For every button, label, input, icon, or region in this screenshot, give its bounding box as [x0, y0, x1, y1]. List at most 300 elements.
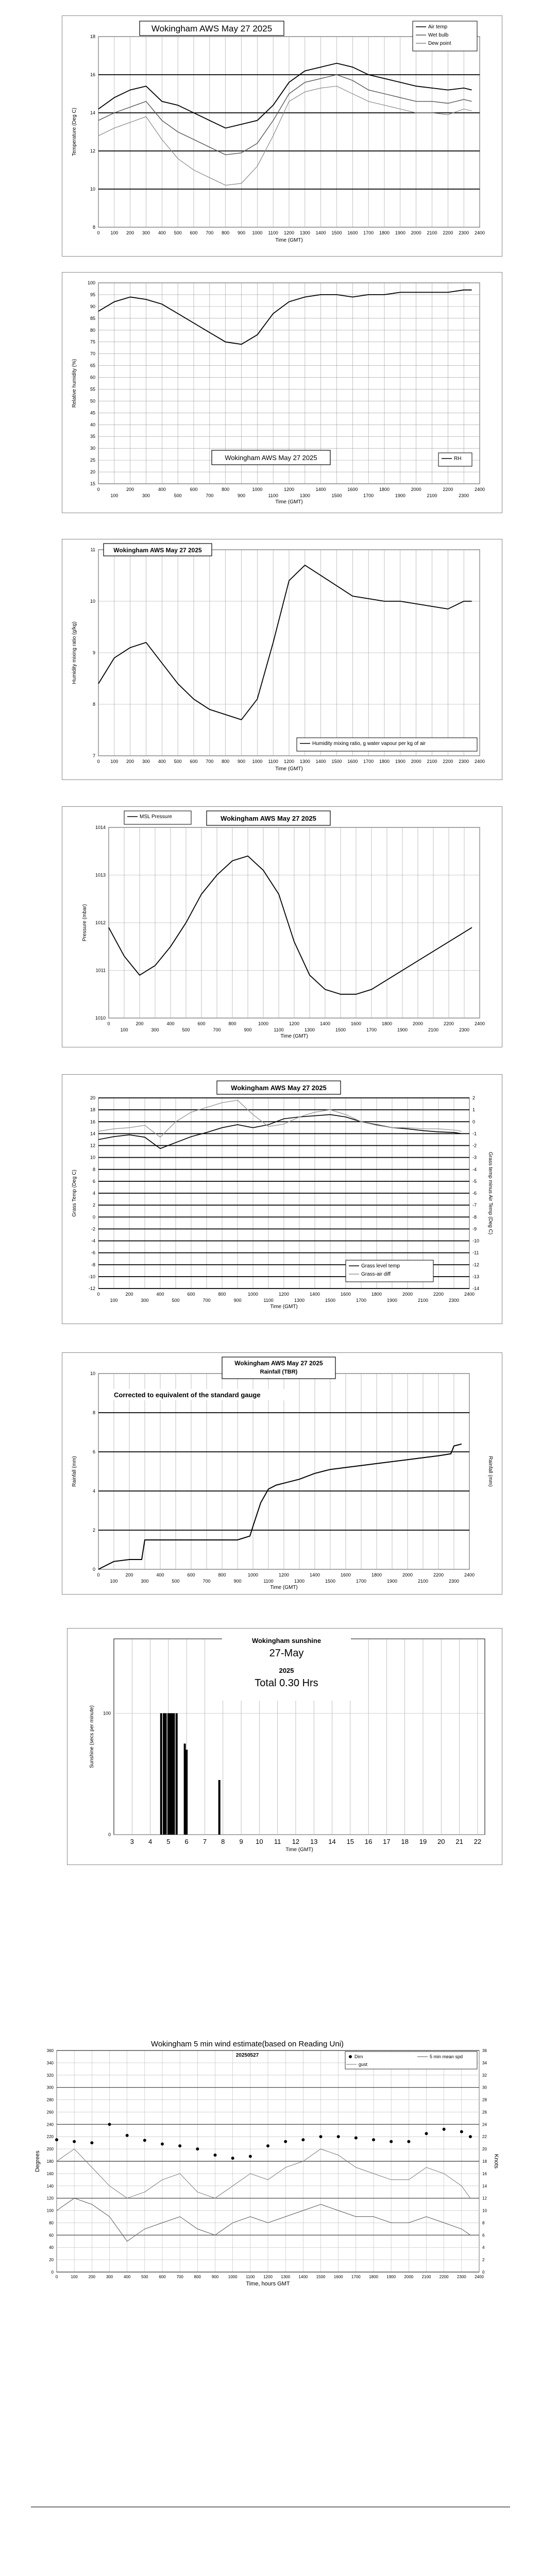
y-tick-label: 300 [46, 2085, 54, 2090]
x-tick-label: 500 [141, 2275, 148, 2279]
y-tick-label: 14 [90, 1131, 95, 1137]
y-tick-label: 25 [90, 457, 95, 463]
x-tick-label: 2100 [427, 230, 437, 235]
x-tick-label: 900 [237, 230, 246, 235]
y2-tick-label: 4 [482, 2245, 485, 2250]
temperature-chart [62, 16, 502, 256]
x-tick-label: 900 [211, 2275, 219, 2279]
chart-title: Wokingham 5 min wind estimate(based on Reading Uni) [150, 2040, 344, 2048]
x-tick-label: 200 [136, 1021, 144, 1026]
x-tick-label: 2000 [411, 230, 421, 235]
x-tick-label: 1400 [298, 2275, 308, 2279]
y-tick-label: 6 [92, 1178, 95, 1184]
x-tick-label: 500 [172, 1298, 180, 1303]
sunshine-bar [169, 1713, 171, 1835]
y2-tick-label: -11 [472, 1250, 479, 1256]
y-tick-label: 9 [92, 650, 95, 655]
x-tick-label: 1100 [263, 1298, 274, 1303]
y-tick-label: 1013 [95, 872, 106, 878]
x-tick-label: 1000 [228, 2275, 238, 2279]
x-tick-label: 1200 [278, 1572, 290, 1578]
x-tick-label: 1800 [369, 2275, 378, 2279]
x-tick-label: 700 [202, 1579, 211, 1584]
x-tick-label: 11 [274, 1838, 281, 1845]
x-tick-label: 18 [401, 1838, 409, 1845]
x-tick-label: 6 [184, 1838, 189, 1845]
sunshine-bar [160, 1713, 162, 1835]
x-tick-label: 2000 [412, 1021, 424, 1026]
x-tick-label: 800 [222, 759, 230, 764]
x-tick-label: 1600 [333, 2275, 343, 2279]
y-tick-label: 7 [92, 753, 95, 758]
y-tick-label: 8 [92, 1410, 95, 1415]
x-tick-label: 1200 [283, 487, 295, 492]
sunshine-bar [176, 1713, 178, 1835]
temperature-chart-panel [62, 15, 502, 257]
y-tick-label: 30 [90, 446, 95, 451]
x-tick-label: 2000 [402, 1572, 413, 1578]
x-tick-label: 5 [166, 1838, 171, 1845]
x-tick-label: 1900 [386, 1298, 398, 1303]
data-point-direction [460, 2130, 463, 2133]
data-point-direction [390, 2140, 393, 2143]
x-tick-label: 2200 [443, 759, 453, 764]
x-tick-label: 400 [158, 487, 166, 492]
data-point-direction [143, 2139, 146, 2142]
y2-tick-label: -14 [472, 1286, 480, 1291]
y-tick-label: 18 [90, 1107, 95, 1113]
x-tick-label: 800 [222, 230, 230, 235]
legend-entry: Wet bulb [428, 32, 449, 38]
y2-tick-label: -5 [472, 1178, 477, 1184]
x-tick-label: 1200 [289, 1021, 300, 1026]
x-tick-label: 1700 [356, 1579, 367, 1584]
x-tick-label: 100 [71, 2275, 78, 2279]
pressure-chart-panel [62, 806, 502, 1047]
y2-tick-label: 32 [482, 2073, 487, 2078]
y2-tick-label: 24 [482, 2122, 487, 2127]
data-point-direction [231, 2157, 234, 2160]
x-tick-label: 1400 [309, 1292, 320, 1297]
x-axis-label: Time (GMT) [275, 238, 303, 243]
x-tick-label: 1200 [278, 1292, 290, 1297]
legend-entry: Grass-air diff [361, 1272, 391, 1277]
data-point-direction [126, 2134, 129, 2137]
y-tick-label: 200 [46, 2147, 54, 2152]
y-axis-label: Humidity mixing ratio (g/kg) [72, 621, 77, 684]
chart-title: Wokingham AWS May 27 2025 [151, 24, 273, 33]
y-tick-label: 16 [90, 72, 95, 77]
y-tick-label: -12 [88, 1286, 95, 1291]
x-tick-label: 2400 [464, 1572, 475, 1578]
y-tick-label: 45 [90, 410, 95, 416]
y2-tick-label: -8 [472, 1214, 477, 1220]
x-tick-label: 1200 [283, 230, 295, 235]
y2-tick-label: -6 [472, 1191, 477, 1196]
y-tick-label: -10 [88, 1274, 95, 1279]
x-tick-label: 800 [228, 1021, 236, 1026]
y-axis-label: Degrees [35, 2150, 41, 2172]
x-tick-label: 200 [125, 1572, 133, 1578]
x-tick-label: 2200 [433, 1292, 444, 1297]
x-tick-label: 800 [194, 2275, 201, 2279]
y-tick-label: 0 [108, 1832, 111, 1837]
y-tick-label: 11 [90, 547, 95, 552]
y-tick-label: 10 [90, 1371, 95, 1376]
y-tick-label: 10 [90, 187, 95, 192]
y2-tick-label: -9 [472, 1226, 477, 1232]
x-tick-label: 1800 [381, 1021, 393, 1026]
chart-date: 27-May [269, 1648, 304, 1659]
x-tick-label: 1000 [252, 487, 263, 492]
x-tick-label: 1100 [268, 493, 278, 498]
x-tick-label: 400 [156, 1572, 164, 1578]
x-tick-label: 2200 [439, 2275, 449, 2279]
y-tick-label: 1010 [95, 1015, 106, 1021]
chart-subtitle: Rainfall (TBR) [260, 1369, 298, 1375]
y2-tick-label: -1 [472, 1131, 477, 1137]
x-tick-label: 1500 [331, 759, 342, 764]
x-tick-label: 0 [97, 1572, 100, 1578]
x-tick-label: 17 [383, 1838, 391, 1845]
x-axis-label: Time (GMT) [270, 1304, 298, 1310]
y-tick-label: 70 [90, 351, 95, 357]
x-tick-label: 1500 [335, 1027, 346, 1032]
x-tick-label: 1000 [247, 1292, 259, 1297]
x-tick-label: 500 [174, 230, 182, 235]
x-axis-label: Time (GMT) [270, 1585, 298, 1590]
x-tick-label: 1600 [347, 230, 358, 235]
x-tick-label: 22 [474, 1838, 482, 1845]
x-tick-label: 1400 [315, 759, 326, 764]
x-tick-label: 1000 [247, 1572, 259, 1578]
y-axis-label: Sunshine (secs per minute) [89, 1705, 95, 1768]
x-tick-label: 2200 [443, 1021, 454, 1026]
x-tick-label: 0 [55, 2275, 58, 2279]
data-point-direction [266, 2144, 269, 2147]
x-tick-label: 900 [237, 759, 246, 764]
pressure-chart [62, 807, 502, 1047]
y-tick-label: 280 [46, 2097, 54, 2103]
wind-chart-panel [31, 2035, 510, 2300]
legend-entry: gust [359, 2062, 368, 2067]
y2-tick-label: 2 [482, 2258, 485, 2263]
x-tick-label: 700 [206, 759, 214, 764]
chart-subtitle: 20250527 [235, 2053, 259, 2058]
legend-swatch [349, 2055, 352, 2058]
legend-entry: Humidity mixing ratio, g water vapour per kg of air [312, 741, 426, 747]
data-point-direction [372, 2138, 375, 2141]
data-point-direction [337, 2135, 340, 2138]
x-tick-label: 1500 [331, 230, 342, 235]
y-tick-label: 85 [90, 315, 95, 321]
x-tick-label: 1600 [347, 487, 358, 492]
sunshine-chart-panel [67, 1628, 502, 1865]
y-tick-label: 1012 [95, 920, 106, 925]
x-tick-label: 19 [419, 1838, 427, 1845]
x-tick-label: 2300 [459, 1027, 470, 1032]
y-tick-label: 40 [90, 422, 95, 428]
x-tick-label: 500 [172, 1579, 180, 1584]
x-tick-label: 1900 [395, 759, 405, 764]
x-tick-label: 600 [187, 1292, 195, 1297]
x-tick-label: 2400 [464, 1292, 475, 1297]
y-tick-label: 15 [90, 481, 95, 486]
y-tick-label: 220 [46, 2134, 54, 2140]
y-tick-label: 0 [92, 1214, 95, 1220]
y2-tick-label: -12 [472, 1262, 480, 1267]
data-point-direction [443, 2128, 446, 2131]
x-tick-label: 1700 [363, 493, 374, 498]
x-tick-label: 21 [455, 1838, 463, 1845]
x-tick-label: 600 [187, 1572, 195, 1578]
x-tick-label: 900 [244, 1027, 252, 1032]
x-tick-label: 1500 [325, 1298, 336, 1303]
x-tick-label: 3 [130, 1838, 134, 1845]
x-tick-label: 100 [110, 1579, 118, 1584]
y-tick-label: 80 [49, 2221, 54, 2226]
data-point-direction [319, 2135, 323, 2138]
legend-entry: Dew point [428, 41, 451, 46]
x-tick-label: 1500 [316, 2275, 326, 2279]
sunshine-bar [184, 1743, 186, 1835]
x-tick-label: 1900 [386, 1579, 398, 1584]
x-tick-label: 900 [233, 1579, 242, 1584]
x-tick-label: 300 [141, 1579, 149, 1584]
y2-tick-label: 0 [472, 1119, 476, 1125]
x-tick-label: 2300 [459, 493, 469, 498]
x-tick-label: 1900 [397, 1027, 408, 1032]
x-tick-label: 100 [110, 230, 119, 235]
x-axis-label: Time (GMT) [275, 499, 303, 505]
x-tick-label: 2200 [443, 230, 453, 235]
x-tick-label: 0 [107, 1021, 110, 1026]
x-tick-label: 2400 [474, 759, 485, 764]
x-tick-label: 500 [182, 1027, 190, 1032]
x-tick-label: 1500 [331, 493, 342, 498]
data-point-direction [55, 2138, 58, 2141]
y-tick-label: 35 [90, 434, 95, 439]
data-point-direction [196, 2147, 199, 2150]
y2-axis-label: Grass temp minus Air Temp (Deg C) [487, 1151, 493, 1235]
x-tick-label: 700 [202, 1298, 211, 1303]
x-tick-label: 400 [158, 230, 166, 235]
y2-tick-label: 10 [482, 2208, 487, 2213]
y-axis-label: Pressure (mbar) [82, 904, 88, 942]
x-tick-label: 2300 [459, 759, 469, 764]
x-tick-label: 1100 [246, 2275, 255, 2279]
y-tick-label: 12 [90, 148, 95, 154]
y-tick-label: -8 [91, 1262, 95, 1267]
x-tick-label: 1000 [258, 1021, 269, 1026]
x-tick-label: 1300 [299, 493, 310, 498]
y-axis-label: Grass Temp (Deg C) [72, 1170, 77, 1217]
data-point-direction [178, 2144, 181, 2147]
rainfall-chart [62, 1353, 502, 1594]
x-tick-label: 2300 [448, 1579, 460, 1584]
y-tick-label: 16 [90, 1119, 95, 1125]
x-tick-label: 100 [110, 493, 119, 498]
x-tick-label: 1600 [347, 759, 358, 764]
y-tick-label: 0 [51, 2270, 54, 2275]
x-tick-label: 1000 [252, 230, 263, 235]
x-tick-label: 600 [190, 759, 198, 764]
x-tick-label: 800 [218, 1572, 226, 1578]
x-tick-label: 8 [221, 1838, 225, 1845]
x-tick-label: 1300 [294, 1579, 305, 1584]
x-tick-label: 1700 [366, 1027, 377, 1032]
y-tick-label: 120 [46, 2196, 54, 2201]
y-tick-label: 80 [90, 327, 95, 333]
humidity-chart [62, 273, 502, 513]
y2-tick-label: -2 [472, 1143, 477, 1148]
mixing-ratio-chart-panel [62, 539, 502, 780]
x-tick-label: 1400 [309, 1572, 320, 1578]
y-tick-label: 65 [90, 363, 95, 368]
y2-tick-label: -4 [472, 1166, 477, 1172]
y-tick-label: -6 [91, 1250, 95, 1256]
x-tick-label: 0 [97, 1292, 100, 1297]
y2-tick-label: 14 [482, 2183, 487, 2189]
y2-tick-label: 16 [482, 2171, 487, 2176]
y-tick-label: 100 [103, 1710, 111, 1716]
x-tick-label: 500 [174, 493, 182, 498]
y-tick-label: 75 [90, 339, 95, 345]
x-tick-label: 2000 [404, 2275, 414, 2279]
x-tick-label: 100 [110, 759, 119, 764]
x-tick-label: 7 [202, 1838, 207, 1845]
legend-entry: Air temp [428, 24, 448, 30]
x-tick-label: 400 [156, 1292, 164, 1297]
y2-tick-label: -3 [472, 1155, 477, 1160]
y-tick-label: 2 [92, 1202, 95, 1208]
data-point-direction [214, 2154, 217, 2157]
x-tick-label: 800 [218, 1292, 226, 1297]
data-point-direction [284, 2140, 287, 2143]
y2-tick-label: 2 [472, 1095, 476, 1100]
x-tick-label: 1600 [350, 1021, 362, 1026]
x-tick-label: 2000 [411, 487, 421, 492]
y-tick-label: 90 [90, 303, 95, 309]
x-tick-label: 1100 [268, 230, 278, 235]
x-tick-label: 2100 [428, 1027, 439, 1032]
chart-title: Wokingham AWS May 27 2025 [225, 454, 317, 462]
y-tick-label: 8 [92, 225, 95, 230]
mixing-ratio-chart [62, 539, 502, 779]
x-tick-label: 1700 [363, 230, 374, 235]
x-tick-label: 2300 [448, 1298, 460, 1303]
x-tick-label: 300 [141, 1298, 149, 1303]
x-tick-label: 1100 [263, 1579, 274, 1584]
x-tick-label: 1400 [315, 487, 326, 492]
x-tick-label: 500 [174, 759, 182, 764]
y-tick-label: -4 [91, 1238, 95, 1244]
data-point-direction [407, 2140, 410, 2143]
y-tick-label: 4 [92, 1488, 95, 1494]
legend-entry: Grass level temp [361, 1263, 400, 1269]
x-tick-label: 13 [310, 1838, 318, 1845]
y-tick-label: 6 [92, 1449, 95, 1454]
x-tick-label: 2200 [433, 1572, 444, 1578]
y-tick-label: 60 [49, 2233, 54, 2238]
data-point-direction [161, 2143, 164, 2146]
y-axis-label: Rainfall (mm) [72, 1456, 77, 1487]
legend-entry: MSL Pressure [140, 814, 172, 820]
y2-tick-label: 1 [472, 1107, 476, 1113]
x-tick-label: 200 [125, 1292, 133, 1297]
x-tick-label: 400 [123, 2275, 131, 2279]
y2-tick-label: 18 [482, 2159, 487, 2164]
sunshine-bar [185, 1750, 188, 1835]
x-tick-label: 10 [256, 1838, 263, 1845]
x-tick-label: 4 [148, 1838, 153, 1845]
y2-tick-label: 30 [482, 2085, 487, 2090]
chart-title: Wokingham AWS May 27 2025 [113, 547, 202, 554]
y-tick-label: 100 [87, 280, 95, 285]
chart-annotation: Corrected to equivalent of the standard gauge [114, 1391, 261, 1399]
x-tick-label: 1300 [299, 759, 310, 764]
x-tick-label: 1100 [268, 759, 278, 764]
y2-axis-label: Knots [493, 2154, 499, 2169]
x-tick-label: 300 [142, 230, 150, 235]
x-tick-label: 2300 [457, 2275, 466, 2279]
data-point-direction [249, 2155, 252, 2158]
y2-axis-label: Rainfall (mm) [487, 1456, 493, 1487]
y-tick-label: 55 [90, 386, 95, 392]
y2-tick-label: 36 [482, 2048, 487, 2053]
chart-total: Total 0.30 Hrs [255, 1677, 318, 1689]
y-tick-label: 240 [46, 2122, 54, 2127]
sunshine-bar [218, 1780, 221, 1835]
x-tick-label: 2300 [459, 230, 469, 235]
x-tick-label: 1300 [294, 1298, 305, 1303]
x-tick-label: 300 [142, 759, 150, 764]
x-tick-label: 800 [222, 487, 230, 492]
x-tick-label: 0 [97, 487, 100, 492]
y2-tick-label: 26 [482, 2110, 487, 2115]
x-tick-label: 700 [176, 2275, 183, 2279]
x-tick-label: 1900 [386, 2275, 396, 2279]
y-axis-label: Relative humidity (%) [72, 359, 77, 408]
y-tick-label: 20 [90, 469, 95, 475]
y-tick-label: 1011 [95, 968, 106, 973]
data-point-direction [90, 2141, 93, 2144]
data-point-direction [425, 2132, 428, 2135]
x-tick-label: 900 [233, 1298, 242, 1303]
x-tick-label: 300 [142, 493, 150, 498]
y-tick-label: 8 [92, 1166, 95, 1172]
x-tick-label: 200 [126, 487, 134, 492]
x-tick-label: 1300 [304, 1027, 315, 1032]
x-tick-label: 1500 [325, 1579, 336, 1584]
y-tick-label: 60 [90, 375, 95, 380]
legend-entry: 5 min mean spd [430, 2054, 463, 2059]
y-tick-label: 0 [92, 1567, 95, 1572]
y-tick-label: 140 [46, 2183, 54, 2189]
x-tick-label: 1700 [351, 2275, 361, 2279]
x-tick-label: 2100 [417, 1298, 429, 1303]
x-tick-label: 400 [158, 759, 166, 764]
y-tick-label: 10 [90, 1155, 95, 1160]
sunshine-bar [173, 1713, 175, 1835]
x-tick-label: 1900 [395, 493, 405, 498]
x-tick-label: 2000 [411, 759, 421, 764]
y-axis-label: Temperature (Deg C) [72, 108, 77, 156]
x-tick-label: 2400 [475, 2275, 484, 2279]
grass-temp-chart-panel [62, 1074, 502, 1324]
data-point-direction [73, 2140, 76, 2143]
x-tick-label: 1700 [356, 1298, 367, 1303]
